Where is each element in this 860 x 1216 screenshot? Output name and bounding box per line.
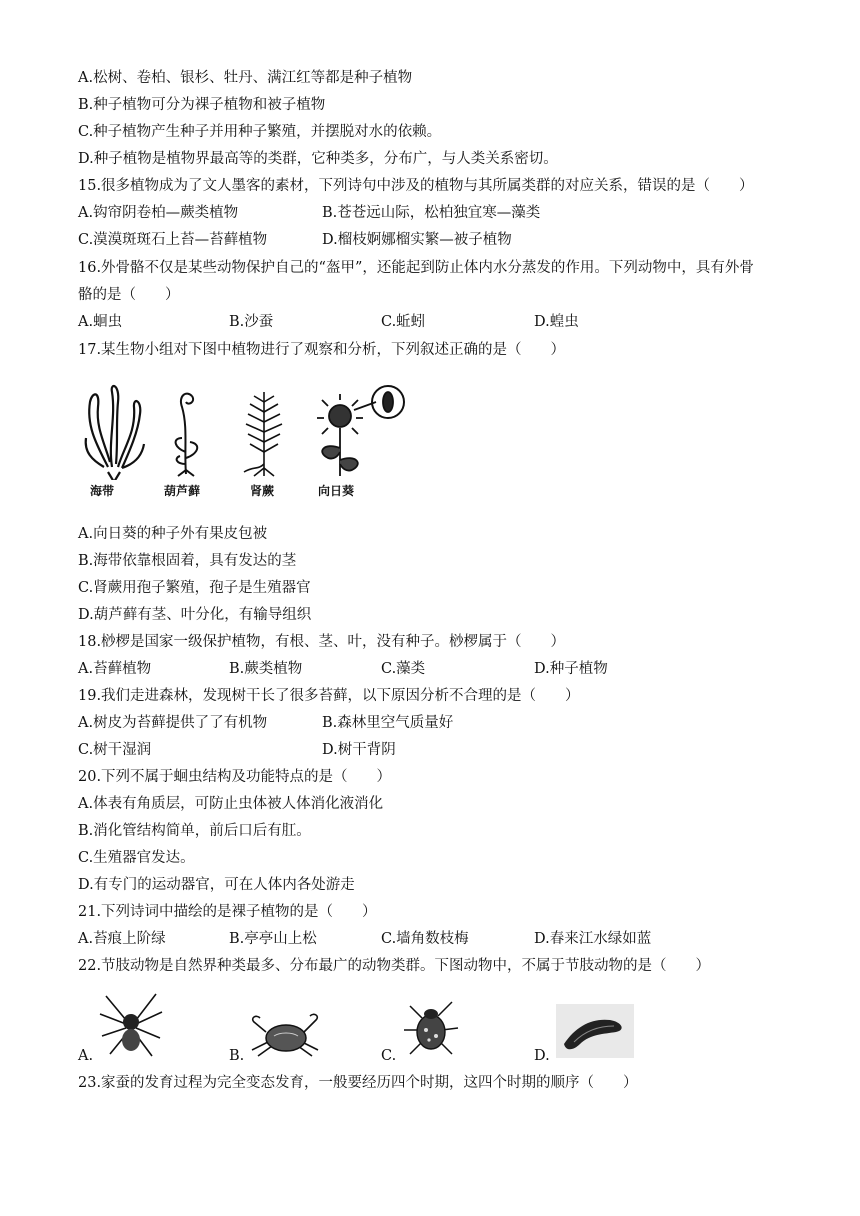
q21-option-a: A.苔痕上阶绿 [78, 931, 166, 947]
q17-stem: 17.某生物小组对下图中植物进行了观察和分析，下列叙述正确的是（ ） [78, 342, 566, 358]
q15-option-a: A.钩帘阴卷柏—蕨类植物 [78, 205, 239, 221]
q21-option-d: D.春来江水绿如蓝 [534, 931, 652, 947]
q17-option-c: C.肾蕨用孢子繁殖，孢子是生殖器官 [78, 580, 311, 596]
sunflower-drawing [317, 386, 404, 476]
q20-option-c: C.生殖器官发达。 [78, 850, 195, 866]
q16-stem-line2: 骼的是（ ） [78, 287, 180, 303]
q16-stem-line1: 16.外骨骼不仅是某些动物保护自己的“盔甲”，还能起到防止体内水分蒸发的作用。下列动物中，具有外骨 [78, 260, 754, 276]
q20-option-b: B.消化管结构简单，前后口后有肛。 [78, 823, 311, 839]
q21-option-c: C.墙角数枝梅 [381, 931, 469, 947]
q15-option-c: C.漠漠斑斑石上苔—苔藓植物 [78, 232, 268, 248]
q17-label-sunflower: 向日葵 [318, 484, 355, 498]
q21-option-b: B.亭亭山上松 [229, 931, 317, 947]
q17-label-fern: 肾蕨 [250, 484, 275, 498]
q19-option-d: D.树干背阴 [322, 742, 396, 758]
q19-stem: 19.我们走进森林，发现树干长了很多苔藓，以下原因分析不合理的是（ ） [78, 688, 580, 704]
q16-option-c: C.蚯蚓 [381, 314, 426, 330]
q16-option-d: D.蝗虫 [534, 314, 579, 330]
q22-stem: 22.节肢动物是自然界种类最多、分布最广的动物类群。下图动物中，不属于节肢动物的是（ ） [78, 958, 711, 974]
q22-option-a: A. [78, 1048, 94, 1064]
q22-option-c: C. [381, 1048, 397, 1064]
worm-image [556, 1004, 634, 1058]
q18-option-c: C.藻类 [381, 661, 426, 677]
crab-image [246, 1010, 326, 1060]
q18-option-d: D.种子植物 [534, 661, 608, 677]
q19-option-a: A.树皮为苔藓提供了了有机物 [78, 715, 268, 731]
kelp-drawing [86, 386, 144, 482]
q16-option-a: A.蛔虫 [78, 314, 123, 330]
q15-stem: 15.很多植物成为了文人墨客的素材，下列诗句中涉及的植物与其所属类群的对应关系，错误的是（ ） [78, 178, 754, 194]
q18-stem: 18.桫椤是国家一级保护植物，有根、茎、叶，没有种子。桫椤属于（ ） [78, 634, 566, 650]
q14-option-d: D.种子植物是植物界最高等的类群，它种类多，分布广，与人类关系密切。 [78, 151, 558, 167]
q20-stem: 20.下列不属于蛔虫结构及功能特点的是（ ） [78, 769, 392, 785]
spider-image [96, 986, 166, 1060]
q14-option-c: C.种子植物产生种子并用种子繁殖，并摆脱对水的依赖。 [78, 124, 442, 140]
q20-option-d: D.有专门的运动器官，可在人体内各处游走 [78, 877, 355, 893]
q15-option-d: D.榴枝婀娜榴实繁—被子植物 [322, 232, 512, 248]
fern-drawing [244, 392, 282, 476]
q17-label-moss: 葫芦藓 [164, 484, 201, 498]
q15-option-b: B.苍苍远山际，松柏独宜寒—藻类 [322, 205, 541, 221]
q14-option-b: B.种子植物可分为裸子植物和被子植物 [78, 97, 326, 113]
q14-option-a: A.松树、卷柏、银杉、牡丹、满江红等都是种子植物 [78, 70, 413, 86]
q22-option-b: B. [229, 1048, 245, 1064]
q19-option-b: B.森林里空气质量好 [322, 715, 454, 731]
beetle-image [398, 996, 464, 1062]
q16-option-b: B.沙蚕 [229, 314, 274, 330]
q17-option-d: D.葫芦藓有茎、叶分化，有输导组织 [78, 607, 312, 623]
q17-plant-figure [78, 372, 418, 508]
q17-option-a: A.向日葵的种子外有果皮包被 [78, 526, 268, 542]
q23-stem: 23.家蚕的发育过程为完全变态发育，一般要经历四个时期，这四个时期的顺序（ ） [78, 1075, 638, 1091]
q22-option-d: D. [534, 1048, 550, 1064]
q18-option-a: A.苔藓植物 [78, 661, 152, 677]
q19-option-c: C.树干湿润 [78, 742, 152, 758]
q18-option-b: B.蕨类植物 [229, 661, 303, 677]
q20-option-a: A.体表有角质层，可防止虫体被人体消化液消化 [78, 796, 384, 812]
q21-stem: 21.下列诗词中描绘的是裸子植物的是（ ） [78, 904, 377, 920]
moss-drawing [176, 394, 198, 476]
q17-option-b: B.海带依靠根固着，具有发达的茎 [78, 553, 297, 569]
q17-label-kelp: 海带 [90, 484, 115, 498]
